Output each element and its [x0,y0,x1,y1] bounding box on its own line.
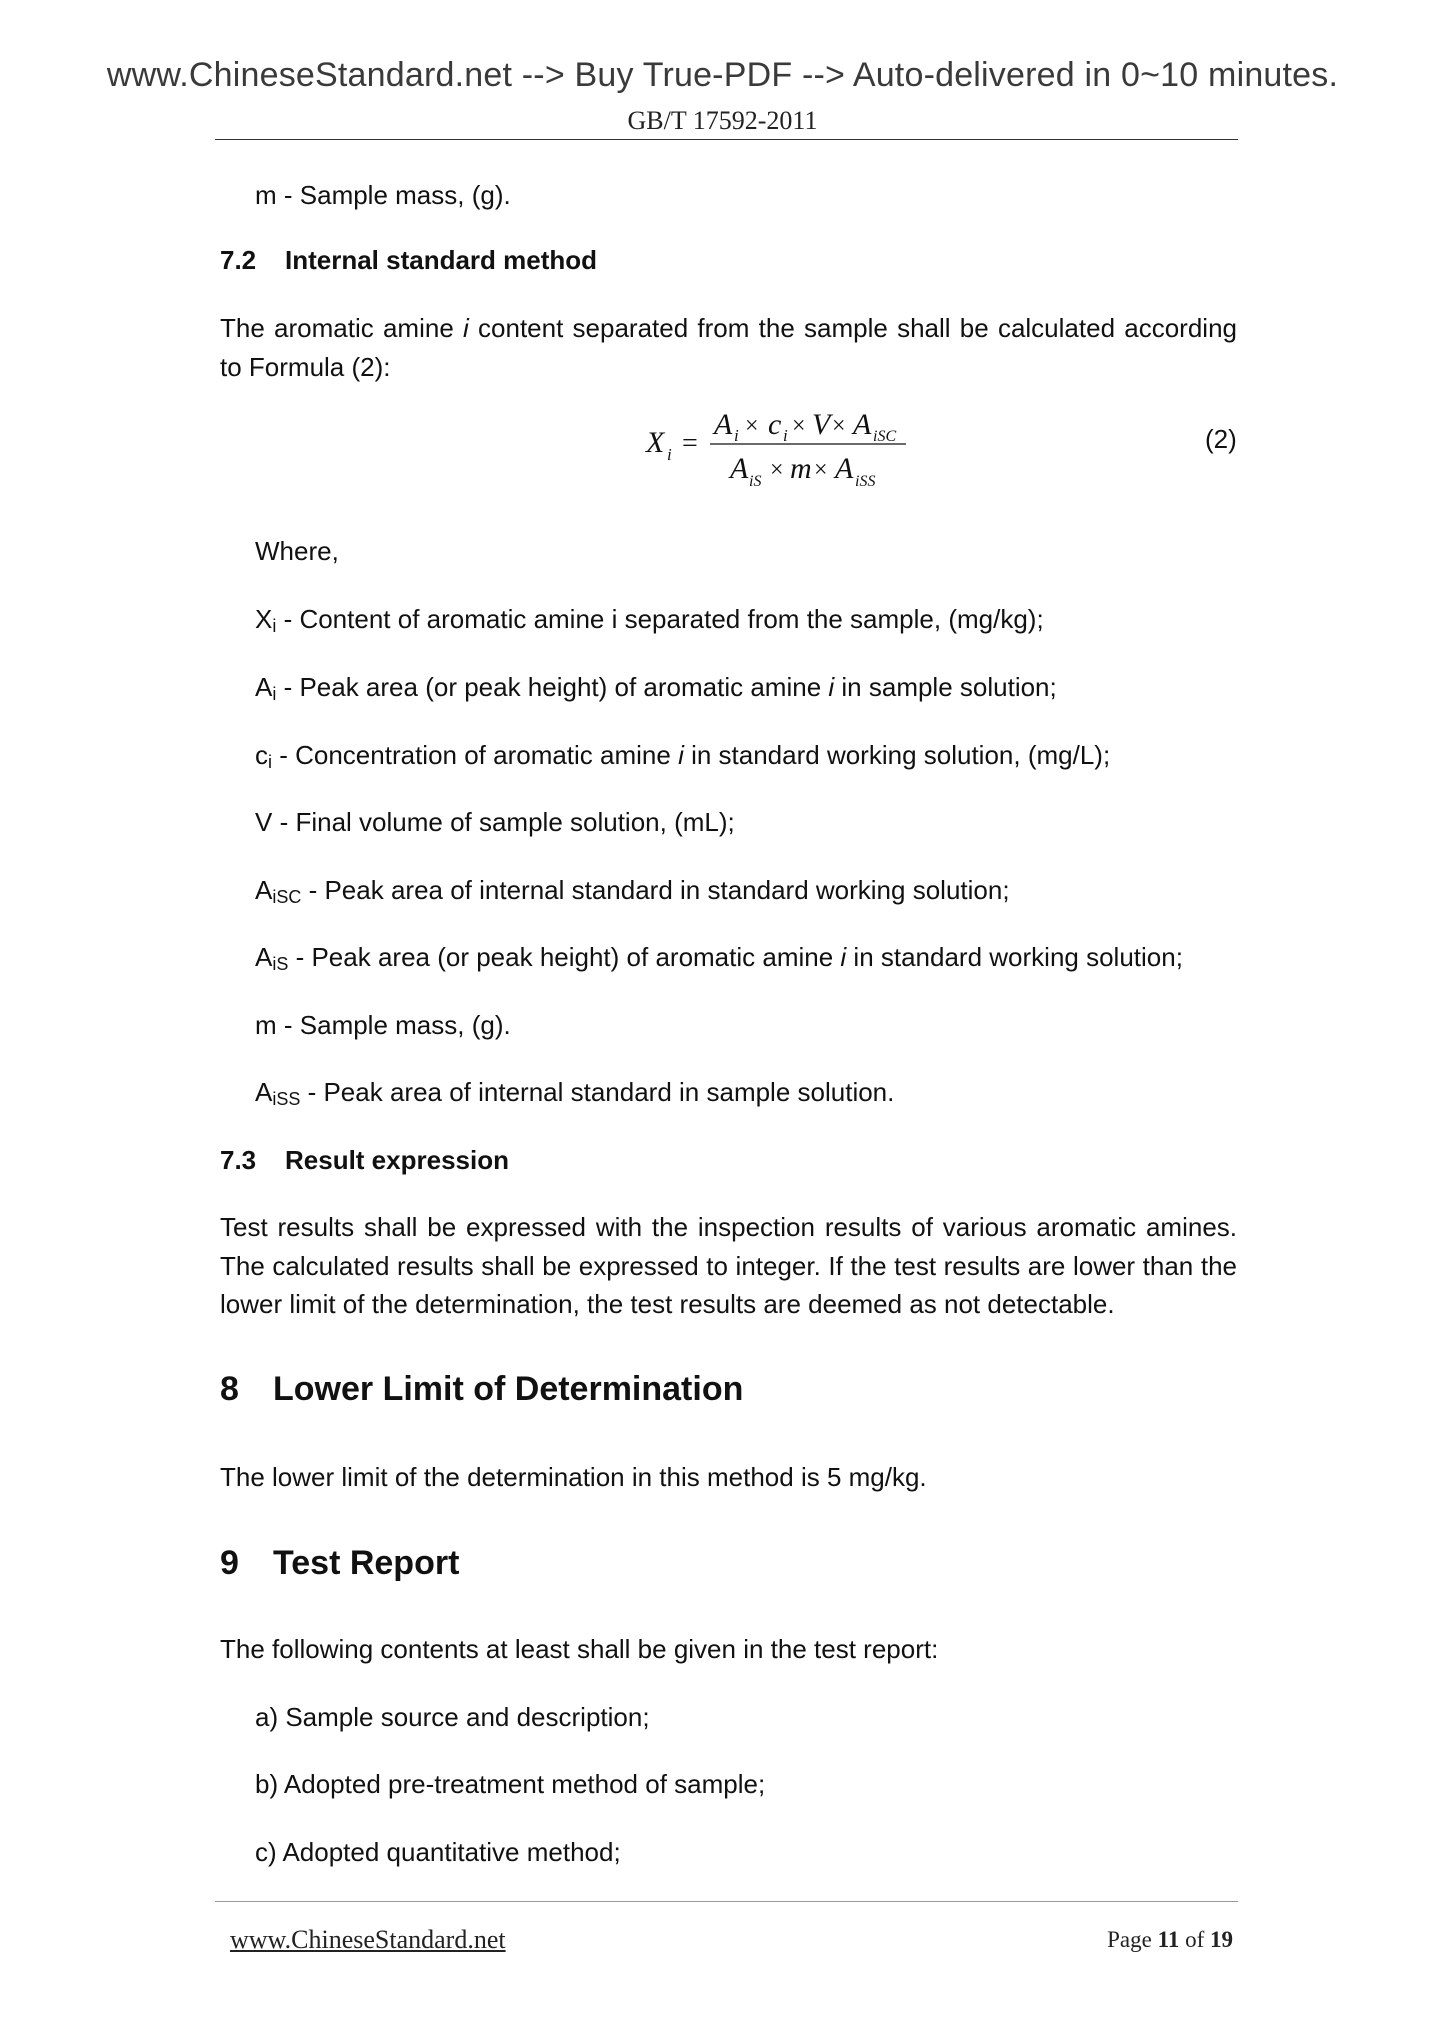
section-number: 9 [220,1544,239,1582]
section-9-heading [220,1544,459,1583]
footer-site-link[interactable]: www.ChineseStandard.net [230,1925,506,1954]
where-label: Where, [255,536,339,566]
section-9-paragraph: The following contents at least shall be given in the test report: [220,1634,939,1664]
def-sample-mass-top: m - Sample mass, (g). [255,180,511,210]
def-v: V - Final volume of sample solution, (mL); [255,807,735,837]
list-item: b) Adopted pre-treatment method of sample; [255,1769,766,1799]
svg-text:c: c [768,408,782,441]
header-divider [215,139,1238,140]
svg-text:i: i [667,445,672,464]
def-m: m - Sample mass, (g). [255,1010,511,1040]
def-ais: $A_{iS}$ - Peak area (or peak height) of aromatic amine i in standard working solution; [255,942,1183,974]
list-item: c) Adopted quantitative method; [255,1837,621,1867]
page-indicator: Page 11 of 19 [1107,1927,1233,1952]
section-title: Test Report [273,1544,460,1582]
def-aiss: $A_{iSS}$ - Peak area of internal standard in sample solution. [255,1077,895,1109]
section-number: 8 [220,1370,239,1408]
svg-text:iS: iS [749,473,762,490]
svg-text:×: × [745,413,759,439]
formula-lhs: X [646,426,665,459]
italic-var: i [463,313,469,343]
svg-text:×: × [832,413,846,439]
svg-text:i: i [734,426,739,445]
section-7-3-heading [220,1145,509,1176]
svg-text:i: i [783,426,788,445]
section-7-3-paragraph: Test results shall be expressed with the inspection results of various aromatic amines. The calculated results shall be expressed to integer. If the test results are lower than the lower limit of the determination, the test results are deemed as not detectable. [220,1212,1237,1319]
svg-text:A: A [730,452,749,485]
section-number: 7.3 [220,1145,257,1175]
section-title: Result expression [285,1145,509,1175]
svg-text:×: × [814,457,828,483]
section-7-2-paragraph: The aromatic amine i content separated from the sample shall be calculated according to Formula (2): [220,313,1237,382]
svg-text:V: V [812,408,831,441]
svg-text:=: = [682,428,698,459]
svg-text:A: A [835,452,854,485]
svg-text:A: A [853,408,872,441]
def-ai: $A_i$ - Peak area (or peak height) of aromatic amine i in sample solution; [255,672,1057,704]
section-8-heading [220,1370,743,1409]
footer-divider [215,1901,1238,1902]
section-7-2-heading [220,245,597,276]
document-code: GB/T 17592-2011 [627,106,818,135]
section-title: Lower Limit of Determination [273,1370,744,1408]
svg-text:×: × [770,457,784,483]
section-8-paragraph: The lower limit of the determination in this method is 5 mg/kg. [220,1462,927,1492]
svg-text:iSC: iSC [873,428,897,445]
list-item: a) Sample source and description; [255,1702,650,1732]
section-title: Internal standard method [285,245,598,275]
def-aisc: $A_{iSC}$ - Peak area of internal standard in standard working solution; [255,875,1010,907]
svg-text:A: A [714,408,733,441]
formula-2 [630,398,930,498]
svg-text:m: m [790,452,812,485]
svg-text:iSS: iSS [855,473,876,490]
top-banner-link[interactable]: www.ChineseStandard.net --> Buy True-PDF --> Auto-delivered in 0~10 minutes. [106,56,1339,94]
formula-number: (2) [1205,424,1237,454]
def-ci: $c_i$ - Concentration of aromatic amine i in standard working solution, (mg/L); [255,740,1111,772]
svg-text:×: × [792,413,806,439]
section-number: 7.2 [220,245,257,275]
def-xi: $X_i$ - Content of aromatic amine i separated from the sample, (mg/kg); [255,604,1044,636]
